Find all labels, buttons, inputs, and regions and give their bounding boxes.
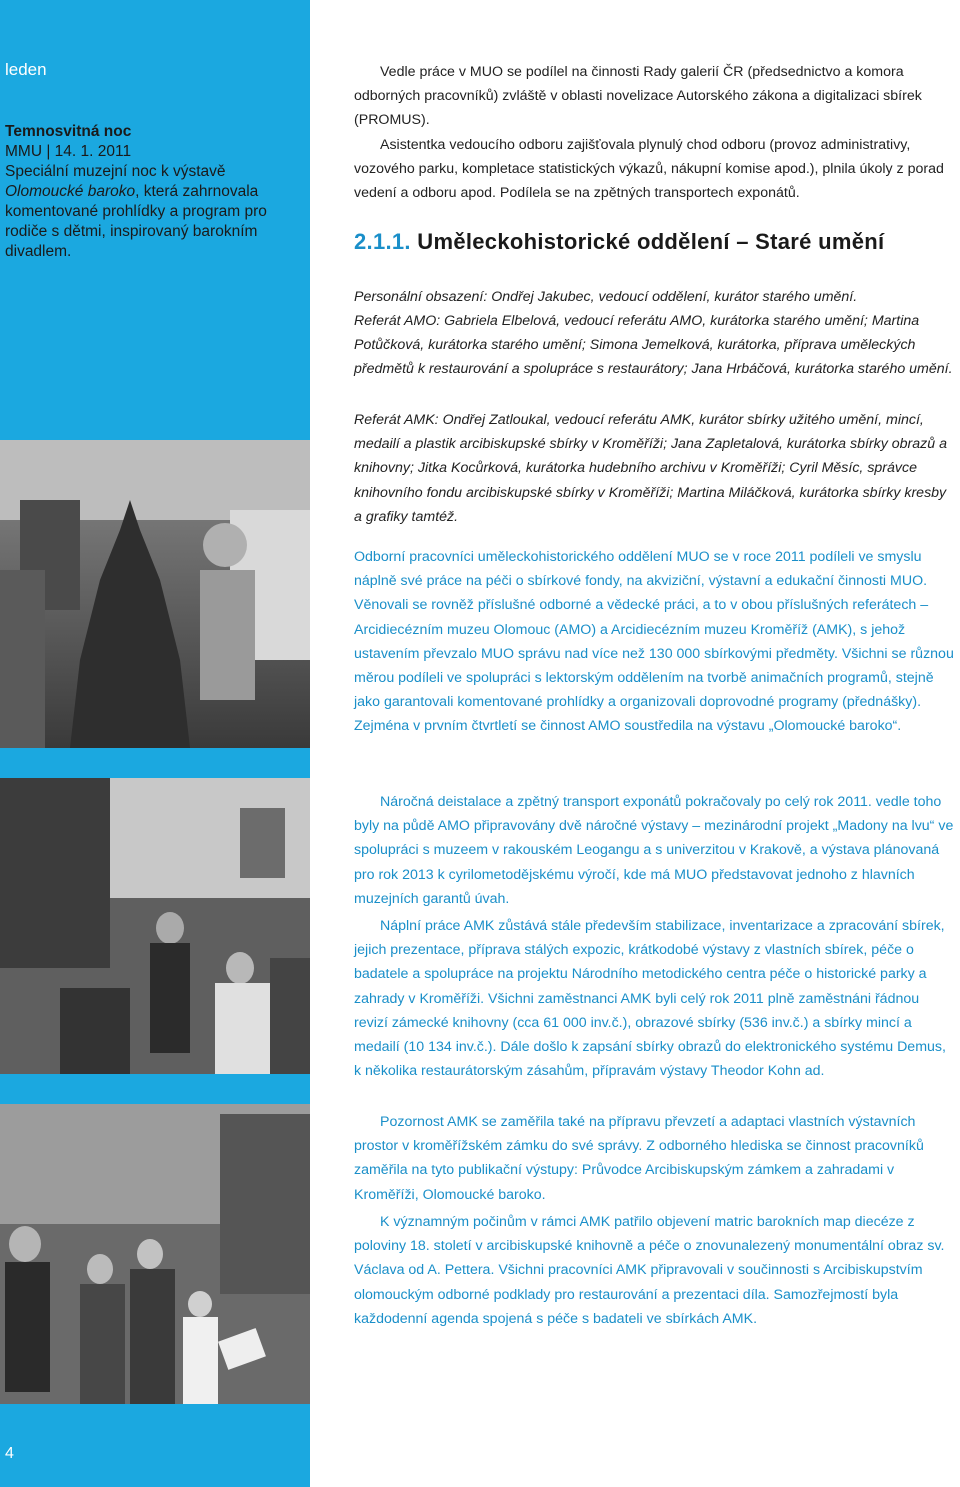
sidebar xyxy=(0,0,310,1487)
heading-text: Uměleckohistorické oddělení – Staré umění xyxy=(417,229,885,254)
staff-head: Personální obsazení: Ondřej Jakubec, vedoucí oddělení, kurátor starého umění. xyxy=(354,289,858,305)
event-text-italic: Olomoucké baroko xyxy=(5,183,136,200)
event-text-2: , která zahrnovala komentované prohlídky a program pro rodiče s dětmi, inspirovaný barokním divadlem. xyxy=(5,183,267,260)
photo-children-visit xyxy=(0,1104,310,1404)
body-para-5: K významným počinům v rámci AMK patřilo objevení matric barokních map diecéze z poloviny 18. století v arcibiskupské knihovně a péče o znovunalezený monumentální obraz sv. Václava od A. Pettera. Všichni pracovníci AMK připravovali v součinnosti s Arcibiskupstvím olomouckým odborné podklady pro restaurování a prezentaci díla. Samozřejmostí byla každodenní agenda spojená s péče s badateli ve sbírkách AMK. xyxy=(354,1214,945,1327)
event-description xyxy=(5,162,305,262)
body-para-4: Pozornost AMK se zaměřila také na přípravu převzetí a adaptaci vlastních výstavních prostor v kroměřížském zámku do své správy. Z odborného hlediska se činnost pracovníků zaměřila na tyto publikační výstupy: Průvodce Arcibiskupským zámkem a zahradami v Kroměříži, Olomoucké baroko. xyxy=(354,1114,924,1203)
section-heading xyxy=(354,230,954,254)
photo-gallery-crowd xyxy=(0,778,310,1074)
event-title: Temnosvitná noc xyxy=(5,123,132,140)
page-number: 4 xyxy=(5,1445,14,1462)
body-para-1: Odborní pracovníci uměleckohistorického oddělení MUO se v roce 2011 podíleli ve smyslu náplně své práce na péči o sbírkové fondy, na akviziční, výstavní a edukační činnosti MUO. Věnovali se rovněž příslušné odborné a vědecké práci, a to v obou příslušných referátech – Arcidiecézním muzeu Olomouc (AMO) a Arcidiecézním muzeu Kroměříž (AMK), s jehož ustavením převzalo MUO správu nad více než 130 000 sbírkovými předměty. Všichni se různou měrou podíleli ve spolupráci s lektorským oddělením na tvorbě animačních programů, stejně jako garantovali komentované prohlídky a organizovali doprovodné programy (přednášky). Zejména v prvním čtvrtletí se činnost AMO soustředila na výstavu „Olomoucké baroko“. xyxy=(354,549,954,735)
para-assistant: Asistentka vedoucího odboru zajišťovala plynulý chod odboru (provoz administrativy, vozového parku, kompletace statistických výkazů, nákupní komise apod.), plnila úkoly z porad vedení a odboru apod. Podílela se na zpětných transportech exponátů. xyxy=(354,137,944,202)
sidebar-event xyxy=(5,122,305,262)
heading-number: 2.1.1. xyxy=(354,229,411,254)
sidebar-month: leden xyxy=(5,60,47,79)
photo-exhibition-guide xyxy=(0,440,310,748)
para-intro: Vedle práce v MUO se podílel na činnosti Rady galerií ČR (předsednictvo a komora odborných pracovníků) zvláště v oblasti novelizace Autorského zákona a digitalizaci sbírek (PROMUS). xyxy=(354,64,922,129)
event-text-1: Speciální muzejní noc k výstavě xyxy=(5,163,226,180)
body-para-2: Náročná deistalace a zpětný transport exponátů pokračovaly po celý rok 2011. vedle toho byly na půdě AMO připravovány dvě náročné výstavy – mezinárodní projekt „Madony na lvu“ ve spolupráci s muzeem v rakouském Leogangu a s univerzitou v Krakově, a výstava plánovaná pro rok 2013 k cyrilometodějskému výročí, kde má MUO představovat jednoho z hlavních muzejních garantů úvah. xyxy=(354,794,954,907)
body-para-3: Náplní práce AMK zůstává stále především stabilizace, inventarizace a zpracování sbírek, jejich prezentace, příprava stálých expozic, krátkodobé výstavy z vlastních sbírek, péče o badatele a spolupráce na projektu Národního metodického centra péče o historické parky a zahrady v Kroměříži. Všichni zaměstnanci AMK byli celý rok 2011 plně zaměstnáni řádnou revizí zámecké knihovny (cca 61 000 inv.č.), obrazové sbírky (536 inv.č.) a sbírky mincí a medailí (10 134 inv.č.). Dále došlo k zapsání sbírky obrazů do elektronického systému Demus, k několika restaurátorským zásahům, přípravám výstavy Theodor Kohn ad. xyxy=(354,918,946,1080)
event-date: MMU | 14. 1. 2011 xyxy=(5,143,132,160)
staff-amk: Referát AMK: Ondřej Zatloukal, vedoucí referátu AMK, kurátor sbírky užitého umění, mincí, medailí a plastik arcibiskupské sbírky v Kroměříži; Jana Zapletalová, kurátorka sbírky obrazů a knihovny; Jitka Kocůrková, kurátorka hudebního archivu v Kroměříži; Cyril Měsíc, správce knihovního fondu arcibiskupské sbírky v Kroměříži; Martina Miláčková, kurátorka sbírky kresby a grafiky tamtéž. xyxy=(354,412,947,525)
staff-amo: Referát AMO: Gabriela Elbelová, vedoucí referátu AMO, kurátorka starého umění; Martina Potůčková, kurátorka starého umění; Simona Jemelková, kurátorka, příprava uměleckých předmětů k restaurování a spolupráce s restaurátory; Jana Hrbáčová, kurátorka starého umění. xyxy=(354,313,953,378)
